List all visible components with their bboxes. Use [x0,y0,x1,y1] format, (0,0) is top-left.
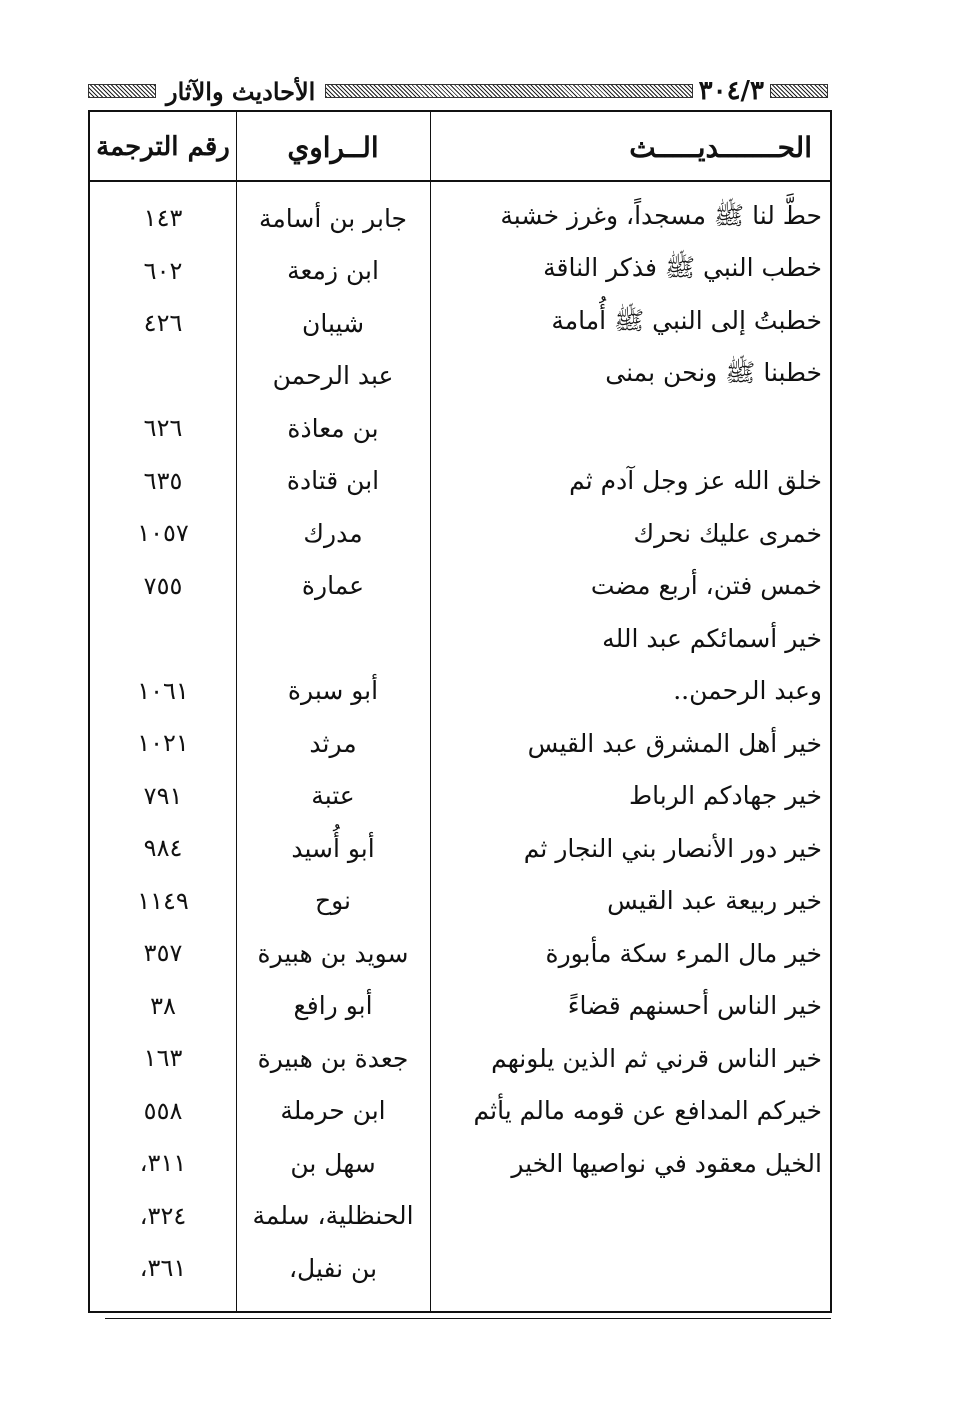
hadith-text: حطَّ لنا ﷺ مسجداً، وغرز خشبة [500,200,822,230]
page-number: ٣٠٤/٣ [698,76,764,106]
narrator-name: ابن زمعة [287,256,379,286]
hadith-text: خطبتُ إلى النبي ﷺ أُمامة [551,305,822,335]
narrator-name: أبو أُسيد [291,833,375,863]
hadith-text: خير أسمائكم عبد الله [602,623,822,653]
entry-number [94,350,232,403]
hadith-text: خيركم المدافع عن قومه مالم يأثم [473,1096,822,1126]
table-row [90,822,830,875]
page-header [88,78,828,104]
hadith-text: خمس فتن، أربع مضت [590,571,822,601]
table-row [90,612,830,665]
hadith-text: وعبد الرحمن.. [673,676,822,706]
entry-number: ٣٥٧ [143,939,183,968]
narrator-name: عمارة [301,571,365,601]
entry-number: ٦٠٢ [143,256,183,285]
narrator-name: بن معاذة [287,413,379,443]
hadith-text: خير جهادكم الرباط [628,781,822,811]
table-row [90,770,830,823]
table-row [90,402,830,455]
hadith-text [436,1242,822,1295]
table-row [90,455,830,508]
table-row [90,875,830,928]
hadith-text: خير أهل المشرق عبد القيس [527,728,822,758]
entry-number: ٣٦١، [139,1254,187,1283]
table-row [90,560,830,613]
header-rule [90,180,830,182]
column-header-hadith: الحـــــــديـــــث [629,130,812,164]
narrator-name [240,612,426,665]
entry-number: ٣٢٤، [139,1201,187,1230]
entry-number: ٤٢٦ [143,309,183,338]
table-row [90,665,830,718]
narrator-name: أبو سبرة [287,676,379,706]
running-title: الأحاديث والآثار [166,76,316,106]
hadith-text [436,402,822,455]
narrator-name: نوح [315,886,352,916]
table-row [90,980,830,1033]
hadith-text: خلق الله عز وجل آدم ثم [569,466,822,496]
column-header-narrator: الــراوي [287,130,379,164]
narrator-name: جابر بن أسامة [259,203,408,233]
hadith-text: خير ربيعة عبد القيس [607,886,822,916]
entry-number: ١٦٣ [143,1044,183,1073]
hadith-text: خطب النبي ﷺ فذكر الناقة [543,253,822,283]
table-row [90,245,830,298]
hadith-text: الخيل معقود في نواصيها الخير [511,1148,822,1178]
entry-number: ٣١١، [139,1149,187,1178]
hadith-text [436,1190,822,1243]
narrator-name: ابن قتادة [286,466,380,496]
table-body [90,192,830,1295]
entry-number [94,612,232,665]
narrator-name: سهل بن [290,1148,376,1178]
index-table [88,110,832,1313]
entry-number: ١٠٢١ [137,729,189,758]
table-row [90,927,830,980]
narrator-name: ابن حرملة [280,1096,386,1126]
narrator-name: بن نفيل، [288,1253,378,1283]
hadith-text: خير الناس أحسنهم قضاءً [567,991,822,1021]
entry-number: ١٤٣ [143,204,183,233]
table-row [90,1032,830,1085]
narrator-name: عتبة [311,781,355,811]
hadith-text: خمرى عليك نحرك [633,518,822,548]
entry-number: ١٠٦١ [137,676,189,705]
hadith-text: خطبنا ﷺ ونحن بمنى [605,358,822,388]
narrator-name: مرثد [309,728,357,758]
footer-rule [105,1318,831,1319]
entry-number: ٧٩١ [143,781,183,810]
table-row [90,507,830,560]
entry-number: ٩٨٤ [143,834,183,863]
hadith-text: خير الناس قرني ثم الذين يلونهم [491,1043,822,1073]
table-row [90,1242,830,1295]
narrator-name: مدرك [303,518,363,548]
narrator-name: شيبان [302,308,365,338]
narrator-name: عبد الرحمن [272,361,394,391]
hadith-text: خير دور الأنصار بني النجار ثم [523,833,822,863]
table-row [90,1085,830,1138]
table-row [90,297,830,350]
table-row [90,717,830,770]
table-row [90,192,830,245]
header-ornament-right [770,84,828,98]
entry-number: ٧٥٥ [143,571,183,600]
header-ornament-left [88,84,156,98]
narrator-name: أبو رافع [293,991,373,1021]
narrator-name: الحنظلية، سلمة [252,1201,414,1231]
table-row [90,350,830,403]
narrator-name: سويد بن هبيرة [257,938,409,968]
entry-number: ٦٢٦ [143,414,183,443]
entry-number: ١١٤٩ [137,886,189,915]
entry-number: ١٠٥٧ [137,519,189,548]
hadith-text: خير مال المرء سكة مأبورة [545,938,822,968]
narrator-name: جعدة بن هبيرة [257,1043,409,1073]
entry-number: ٦٣٥ [143,466,183,495]
header-ornament-middle [325,84,692,98]
column-header-entry-number: رقم الترجمة [96,132,230,162]
table-row [90,1137,830,1190]
table-row [90,1190,830,1243]
entry-number: ٥٥٨ [143,1096,183,1125]
entry-number: ٣٨ [150,991,176,1020]
